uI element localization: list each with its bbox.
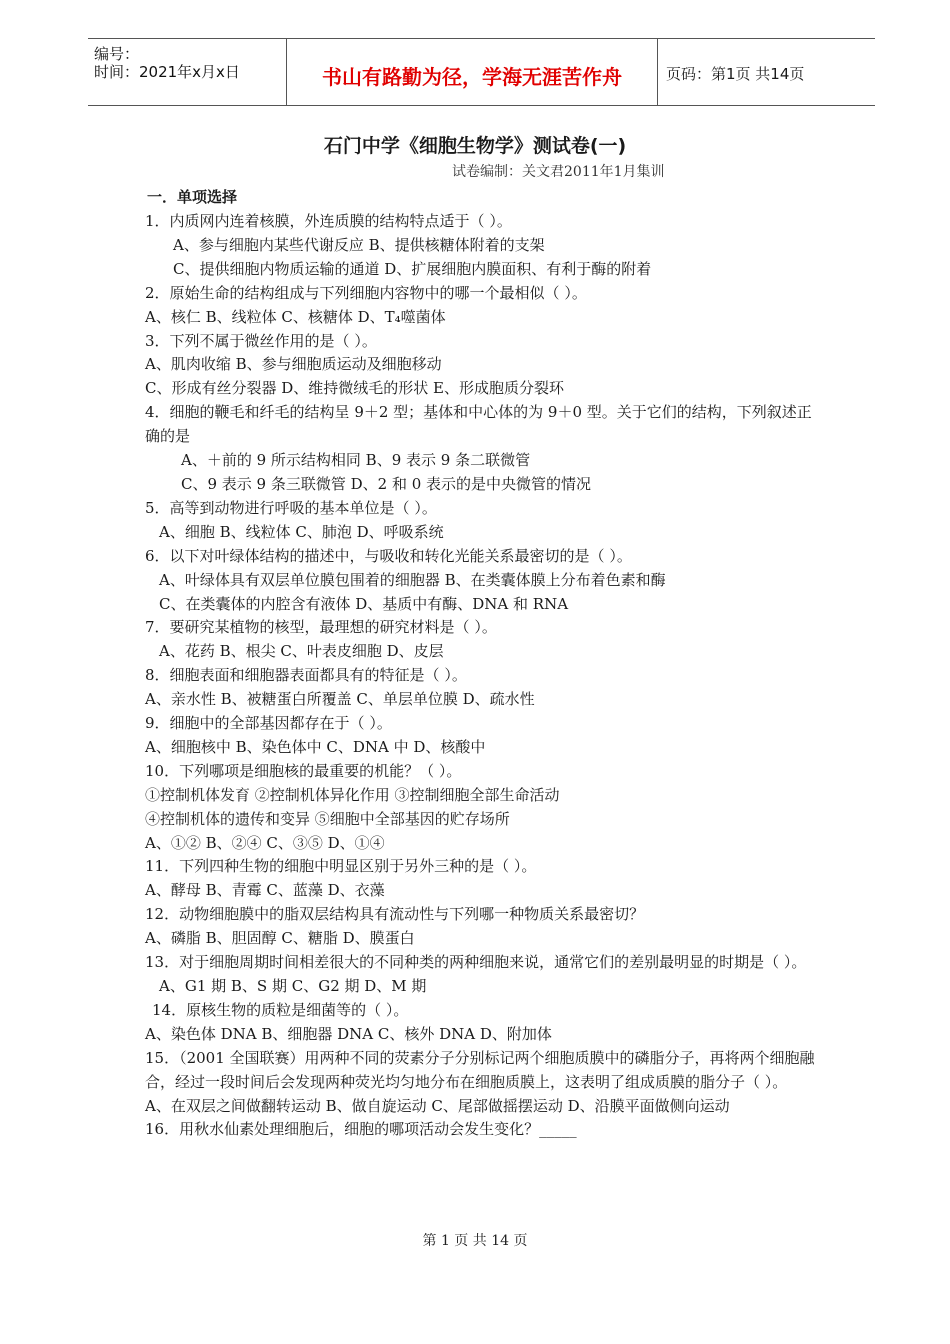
serial-label: 编号：	[94, 45, 140, 63]
question-line: A、核仁 B、线粒体 C、核糖体 D、T₄噬菌体	[145, 307, 446, 326]
motto-text: 书山有路勤为径，学海无涯苦作舟	[322, 65, 622, 89]
page-footer: 第 1 页 共 14 页	[422, 1233, 528, 1249]
question-line: A、磷脂 B、胆固醇 C、糖脂 D、膜蛋白	[145, 929, 415, 948]
question-line: 1．内质网内连着核膜，外连质膜的结构特点适于（ ）。	[145, 212, 512, 230]
question-line: 9．细胞中的全部基因都存在于（ ）。	[145, 714, 392, 733]
question-line: A、花药 B、根尖 C、叶表皮细胞 D、皮层	[159, 642, 444, 661]
question-line: A、亲水性 B、被糖蛋白所覆盖 C、单层单位膜 D、疏水性	[145, 690, 535, 709]
question-line: A、＋前的 9 所示结构相同 B、9 表示 9 条二联微管	[181, 451, 531, 470]
question-line: A、肌肉收缩 B、参与细胞质运动及细胞移动	[145, 355, 442, 374]
question-line: A、①② B、②④ C、③⑤ D、①④	[145, 833, 385, 852]
question-line: 2．原始生命的结构组成与下列细胞内容物中的哪一个最相似（ ）。	[145, 283, 587, 302]
question-line: ④控制机体的遗传和变异 ⑤细胞中全部基因的贮存场所	[145, 809, 510, 828]
question-line: 7．要研究某植物的核型，最理想的研究材料是（ ）。	[145, 618, 497, 637]
question-line: C、9 表示 9 条三联微管 D、2 和 0 表示的是中央微管的情况	[181, 474, 592, 493]
question-line: 3．下列不属于微丝作用的是（ ）。	[145, 331, 377, 350]
question-list	[145, 210, 817, 1142]
question-line: 5．高等到动物进行呼吸的基本单位是（ ）。	[145, 498, 437, 517]
question-line: C、形成有丝分裂器 D、维持微绒毛的形状 E、形成胞质分裂环	[145, 379, 564, 398]
question-line: A、G1 期 B、S 期 C、G2 期 D、M 期	[159, 977, 427, 995]
question-line: A、叶绿体具有双层单位膜包围着的细胞器 B、在类囊体膜上分布着色素和酶	[159, 570, 666, 589]
page-header	[88, 38, 875, 106]
question-line: 12．动物细胞膜中的脂双层结构具有流动性与下列哪一种物质关系最密切？	[145, 905, 645, 924]
document-title: 石门中学《细胞生物学》测试卷(一)	[323, 135, 627, 157]
section-title: 一．单项选择	[147, 188, 238, 206]
question-line: A、细胞 B、线粒体 C、肺泡 D、呼吸系统	[159, 522, 444, 541]
question-line: 10．下列哪项是细胞核的最重要的机能？（ ）。	[145, 761, 462, 780]
question-line: 14．原核生物的质粒是细菌等的（ ）。	[152, 1000, 409, 1019]
question-line: A、染色体 DNA B、细胞器 DNA C、核外 DNA D、附加体	[145, 1024, 552, 1043]
question-line: 15．（2001 全国联赛）用两种不同的荧素分子分别标记两个细胞质膜中的磷脂分子，再将两个细胞融合，经过一段时间后会发现两种荧光均匀地分布在细胞质膜上，这表明了组成质膜的脂分子（ ）。	[145, 1048, 815, 1091]
question-line: C、提供细胞内物质运输的通道 D、扩展细胞内膜面积、有利于酶的附着	[173, 259, 652, 278]
question-line: A、在双层之间做翻转运动 B、做自旋运动 C、尾部做摇摆运动 D、沿膜平面做侧向运动	[145, 1096, 730, 1115]
header-left-cell	[88, 39, 286, 105]
document-subtitle: 试卷编制：关文君2011年1月集训	[452, 164, 665, 180]
question-line: 4．细胞的鞭毛和纤毛的结构呈 9＋2 型；基体和中心体的为 9＋0 型。关于它们的结构，下列叙述正确的是	[145, 403, 812, 446]
question-line: 8．细胞表面和细胞器表面都具有的特征是（ ）。	[145, 666, 467, 685]
question-line: 13．对于细胞周期时间相差很大的不同种类的两种细胞来说，通常它们的差别最明显的时期是（ ）。	[145, 953, 807, 972]
question-line: 16．用秋水仙素处理细胞后，细胞的哪项活动会发生变化？_____	[145, 1120, 577, 1139]
question-line: C、在类囊体的内腔含有液体 D、基质中有酶、DNA 和 RNA	[159, 594, 569, 613]
page-info: 页码：第1页 共14页	[666, 65, 805, 83]
question-line: A、酵母 B、青霉 C、蓝藻 D、衣藻	[145, 881, 385, 900]
question-line: A、参与细胞内某些代谢反应 B、提供核糖体附着的支架	[173, 235, 545, 254]
header-right-cell	[658, 39, 875, 105]
date-label: 时间：2021年x月x日	[94, 63, 240, 81]
question-line: A、细胞核中 B、染色体中 C、DNA 中 D、核酸中	[145, 737, 486, 756]
question-line: 11．下列四种生物的细胞中明显区别于另外三种的是（ ）。	[145, 857, 537, 876]
question-line: ①控制机体发育 ②控制机体异化作用 ③控制细胞全部生命活动	[145, 785, 560, 804]
header-motto-cell	[286, 39, 658, 105]
question-line: 6．以下对叶绿体结构的描述中，与吸收和转化光能关系最密切的是（ ）。	[145, 546, 632, 565]
